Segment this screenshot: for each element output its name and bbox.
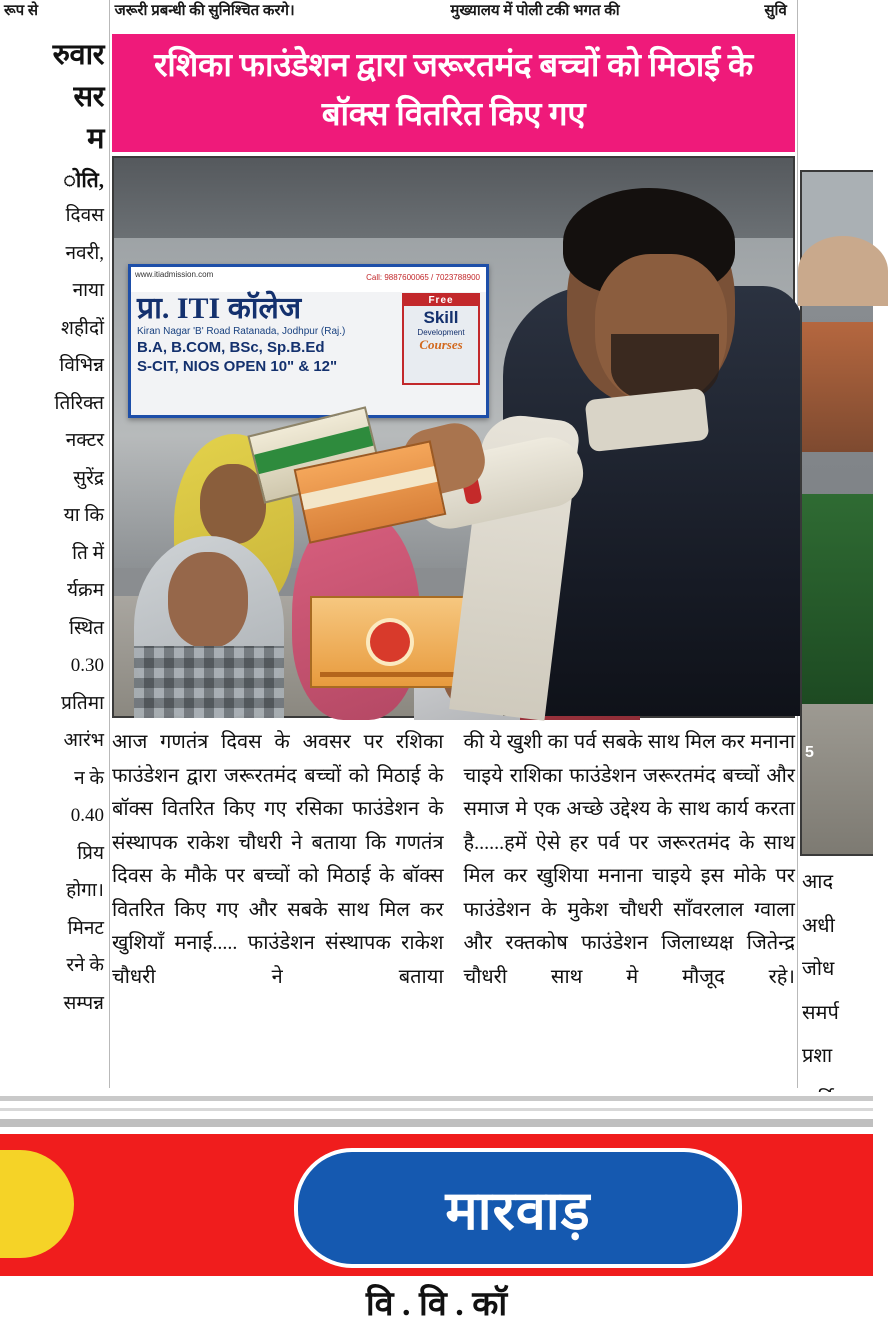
left-body-line: दिवस bbox=[65, 205, 104, 226]
page-separator-zone bbox=[0, 1092, 873, 1132]
sweet-box-lower bbox=[310, 596, 466, 688]
right-photo-crowd bbox=[802, 322, 873, 452]
left-body-line: सम्पन्न bbox=[63, 992, 104, 1014]
signboard-phone: Call: 9887600065 / 7023788900 bbox=[366, 273, 480, 282]
sweet-box-band bbox=[320, 672, 456, 677]
photo-checked-shawl bbox=[134, 646, 284, 718]
top-strip-col-1: रूप से bbox=[4, 3, 39, 19]
right-photo-ground bbox=[802, 704, 873, 854]
article-body bbox=[112, 726, 795, 994]
article-headline: रशिका फाउंडेशन द्वारा जरूरतमंद बच्चों को मिठाई के बॉक्स वितरित किए गए bbox=[112, 34, 795, 152]
article-photo bbox=[112, 156, 795, 718]
left-body-line: नवरी, bbox=[65, 242, 104, 264]
banner-title-pill bbox=[294, 1148, 742, 1268]
left-body-line: मिनट bbox=[67, 917, 104, 939]
article-body-text-left: आज गणतंत्र दिवस के अवसर पर रशिका फाउंडेशन द्वारा जरूरतमंद बच्चों को मिठाई के बॉक्स वितरित किए गए रसिका फाउंडेशन के संस्थापक राकेश चौधरी ने बताया कि गणतंत्र दिवस के मौके पर बच्चों को मिठाई के बॉक्स वितरित किए गए और सबके साथ मिल कर खुशियाँ मनाई..... फाउंडेशन संस्थापक राकेश चौधरी ने बताया bbox=[112, 731, 444, 988]
left-body-line: सुरेंद्र bbox=[73, 467, 104, 489]
left-body-line: तिरिक्त bbox=[54, 392, 104, 414]
banner-yellow-circle bbox=[0, 1150, 74, 1258]
left-body-line: 0.30 bbox=[70, 655, 104, 676]
sweet-box-logo bbox=[370, 622, 410, 662]
signboard-courses-line-2: S-CIT, NIOS OPEN 10" & 12" bbox=[137, 358, 338, 375]
bottom-masthead-banner bbox=[0, 1134, 873, 1276]
right-text-line: समर्प bbox=[802, 1001, 839, 1024]
left-body-line: रने के bbox=[66, 955, 104, 976]
top-partial-text-strip bbox=[0, 0, 873, 30]
top-strip-col-4: सुवि bbox=[764, 3, 787, 19]
right-text-line: जोध bbox=[802, 958, 835, 980]
main-article bbox=[112, 34, 795, 994]
left-body-line: विभिन्न bbox=[59, 355, 104, 376]
left-body-line: शहीदों bbox=[61, 317, 104, 339]
left-column-cropped-article bbox=[0, 34, 108, 1090]
left-head-line-2: सर bbox=[73, 81, 104, 113]
bottom-partial-text-strip bbox=[0, 1282, 873, 1330]
right-photo-number: 5 bbox=[805, 744, 814, 761]
right-column-photo bbox=[800, 170, 873, 856]
top-strip-col-2: जरूरी प्रबन्धी की सुनिश्चित करगे। bbox=[114, 3, 295, 19]
signboard-free-skill-badge bbox=[402, 293, 480, 385]
left-head-line-3: म bbox=[87, 123, 104, 155]
left-body-line: 0.40 bbox=[70, 805, 104, 826]
signboard-title: प्रा. ITI कॉलेज bbox=[137, 292, 302, 325]
badge-skill-label: Skill bbox=[423, 308, 459, 327]
left-body-line: ति में bbox=[72, 542, 104, 564]
photo-face bbox=[168, 552, 248, 648]
article-body-column-right bbox=[464, 726, 796, 994]
left-body-line: नाया bbox=[72, 280, 104, 301]
left-body-line: प्रिय bbox=[77, 842, 104, 864]
photo-face bbox=[200, 464, 266, 544]
signboard-address: Kiran Nagar 'B' Road Ratanada, Jodhpur (Raj.) bbox=[137, 326, 346, 337]
signboard-website: www.itiadmission.com bbox=[131, 267, 486, 292]
badge-development-label: Development bbox=[417, 328, 465, 337]
left-body-line: र्यक्रम bbox=[67, 580, 104, 601]
signboard-courses-line-1: B.A, B.COM, BSc, Sp.B.Ed bbox=[137, 339, 325, 356]
left-body-line: स्थित bbox=[69, 617, 104, 639]
left-subhead: ोति, bbox=[63, 168, 104, 192]
left-body-line: प्रतिमा bbox=[61, 692, 104, 714]
right-text-line: अधी bbox=[802, 914, 835, 937]
separator-rule-1 bbox=[0, 1096, 873, 1101]
sweet-box-stripe bbox=[301, 466, 437, 510]
banner-title-text: मारवाड़ bbox=[445, 1181, 591, 1241]
right-photo-tent bbox=[798, 236, 888, 306]
separator-rule-3 bbox=[0, 1119, 873, 1127]
left-body-line: होगा। bbox=[66, 880, 104, 901]
bottom-strip-text: वि . वि . कॉ bbox=[365, 1286, 508, 1323]
top-strip-col-3: मुख्यालय में पोली टकी भगत की bbox=[450, 3, 620, 19]
left-body-line: नक्टर bbox=[65, 430, 104, 451]
separator-rule-2 bbox=[0, 1108, 873, 1111]
right-column-cropped bbox=[800, 34, 873, 1090]
article-body-text-right: की ये खुशी का पर्व सबके साथ मिल कर मनाना चाइये राशिका फाउंडेशन जरूरतमंद बच्चों और समाज मे एक अच्छे उद्देश्य के साथ कार्य करता है......हमें ऐसे हर पर्व पर जरूरतमंद के साथ मिल कर खुशिया मनाना चाइये इस मोके पर फाउंडेशन के मुकेश चौधरी साँवरलाल ग्वाला और रक्तकोष फाउंडेशन जिलाध्यक्ष जितेन्द्र चौधरी साथ मे मौजूद रहे। bbox=[463, 731, 795, 988]
iti-college-signboard bbox=[128, 264, 489, 418]
badge-courses-label: Courses bbox=[419, 337, 463, 352]
right-text-line: आद bbox=[802, 871, 834, 893]
badge-free-label: Free bbox=[404, 295, 478, 306]
photo-girl-foreground bbox=[134, 536, 284, 718]
left-body-line: न के bbox=[74, 767, 104, 789]
left-body-line: आरंभ bbox=[63, 730, 104, 751]
article-body-column-left bbox=[112, 726, 444, 994]
left-body-line: या कि bbox=[63, 505, 104, 526]
column-divider-left bbox=[109, 0, 110, 1088]
right-text-line: प्रशा bbox=[802, 1045, 833, 1067]
right-photo-foliage bbox=[802, 494, 873, 704]
left-head-line-1: रुवार bbox=[52, 39, 104, 71]
